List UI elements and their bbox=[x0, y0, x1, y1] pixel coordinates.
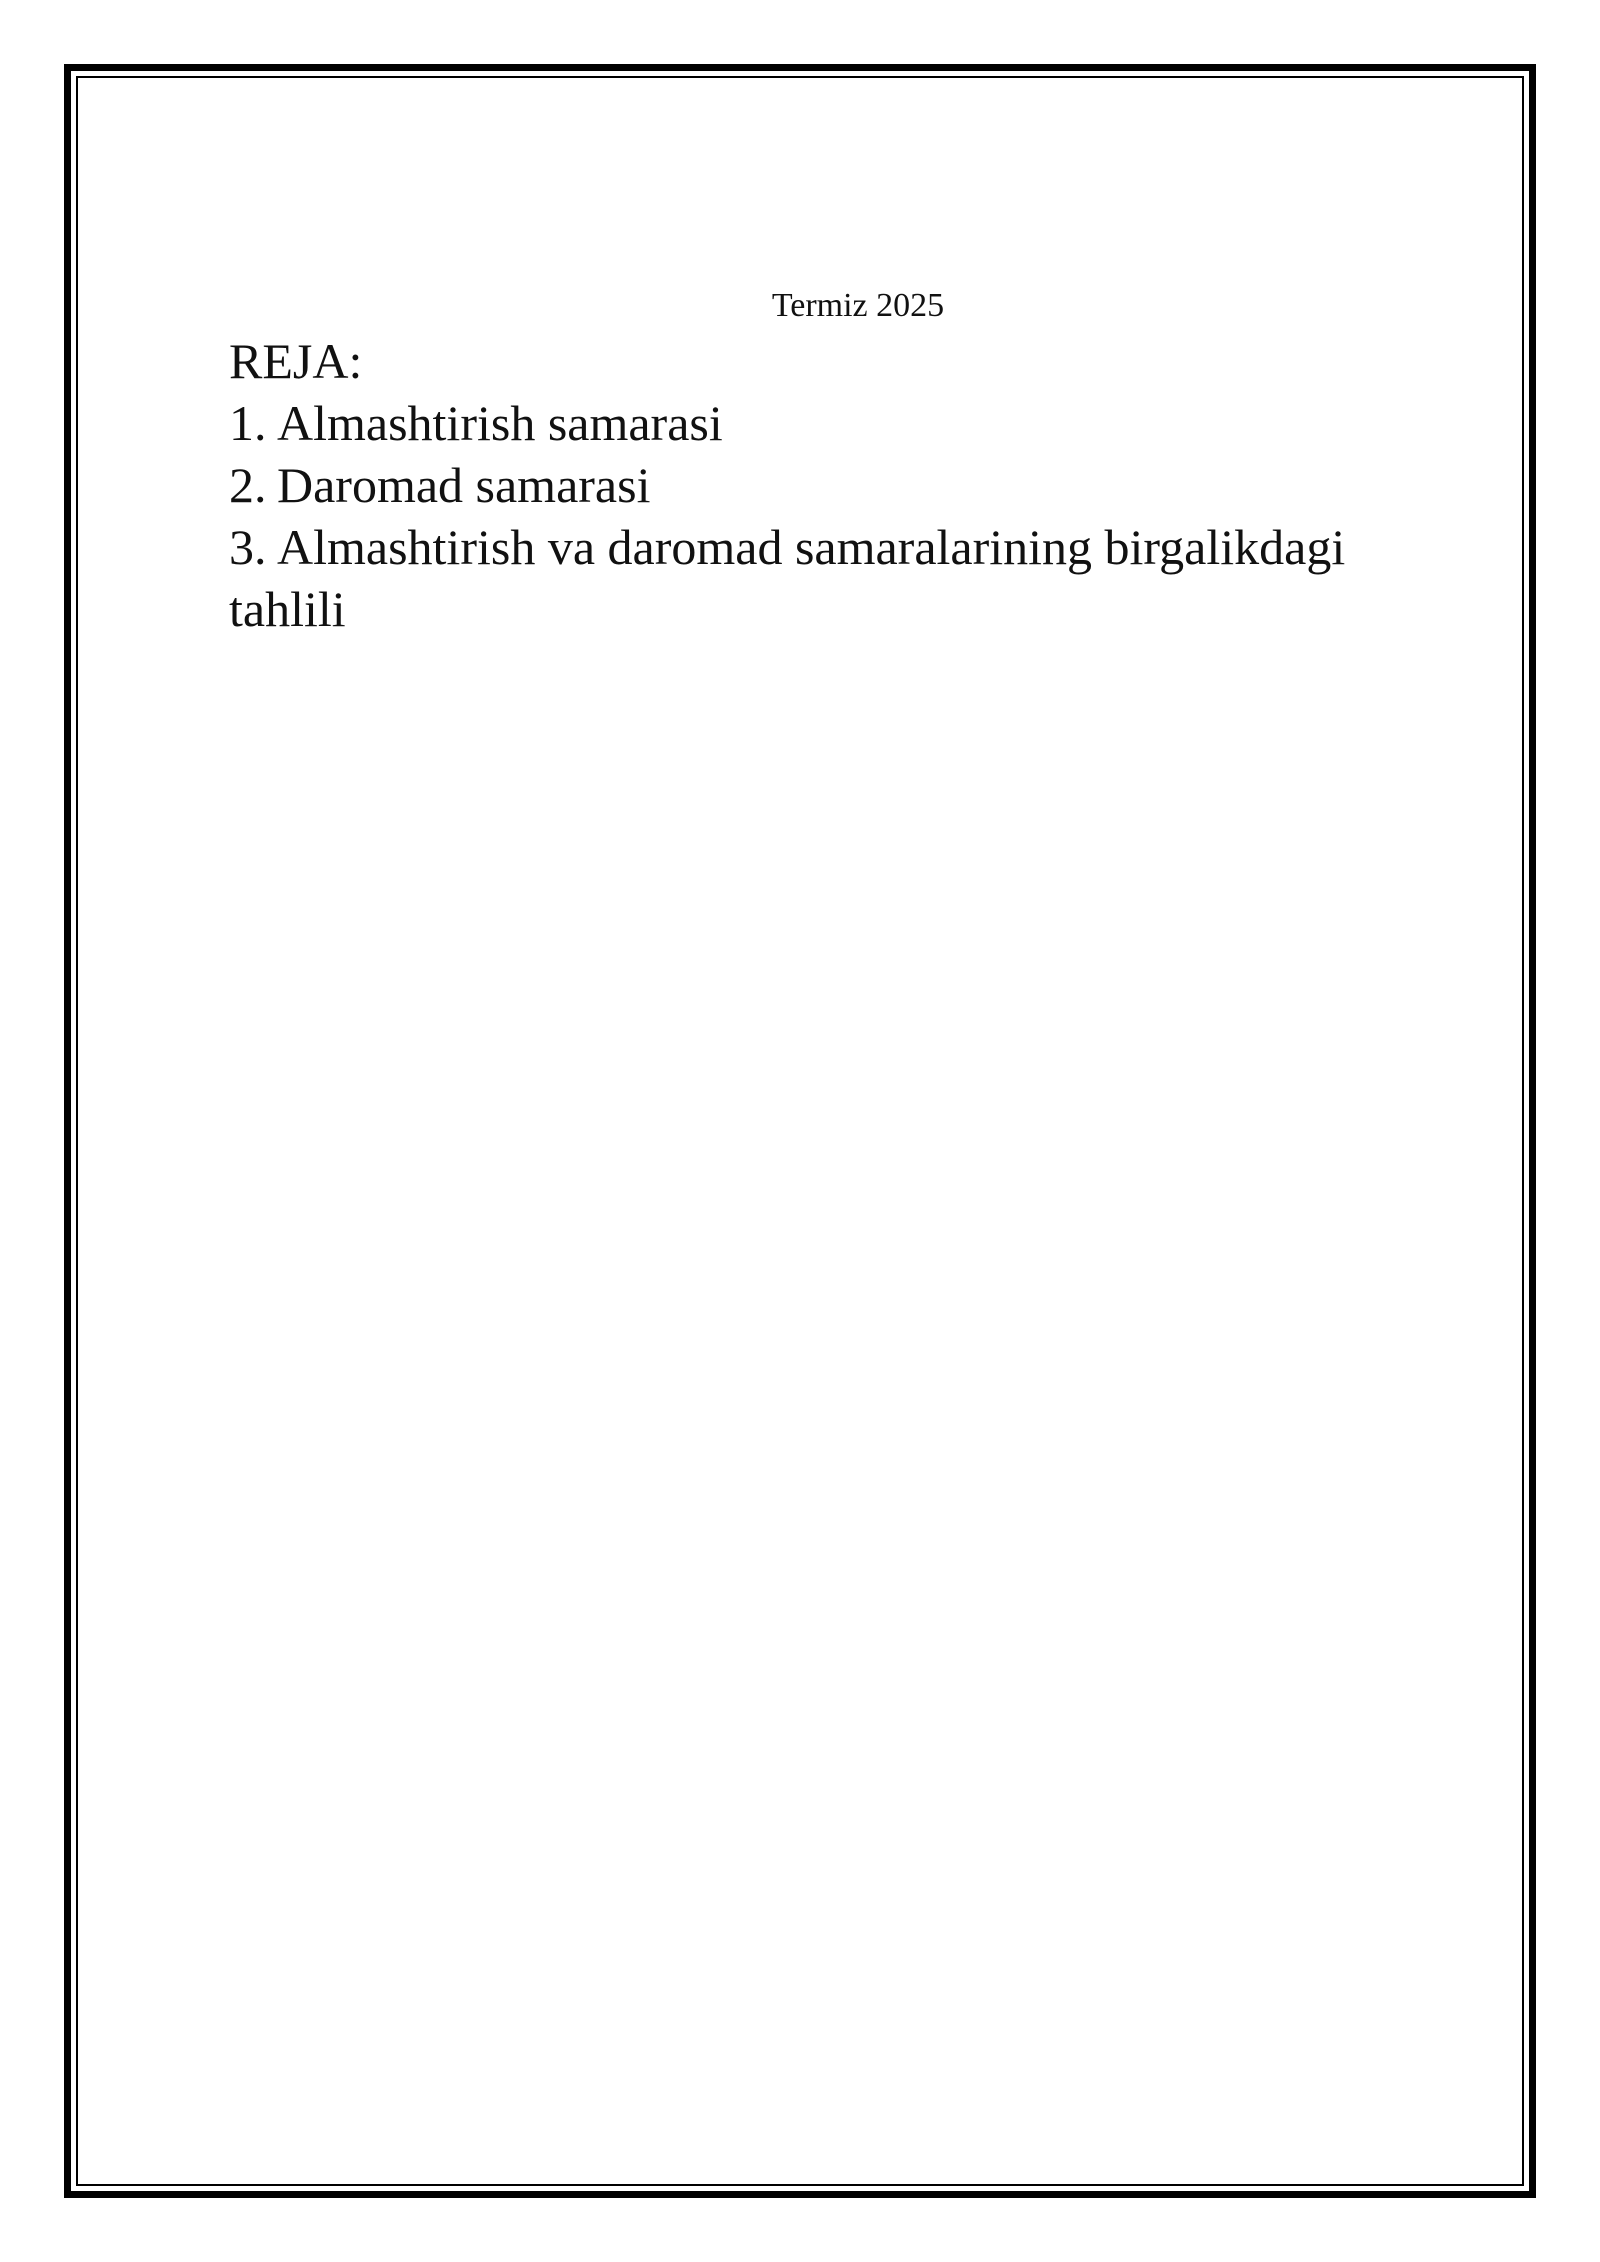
plan-list bbox=[229, 392, 1459, 640]
plan-item bbox=[229, 516, 1459, 640]
plan-item-number: 2. bbox=[229, 457, 267, 513]
plan-item-text: Almashtirish samarasi bbox=[277, 395, 723, 451]
plan-item-number: 1. bbox=[229, 395, 267, 451]
plan-title: REJA: bbox=[229, 333, 363, 389]
plan-item-text: Almashtirish va daromad samaralarining birgalikdagi tahlili bbox=[229, 519, 1346, 637]
city-year: Termiz 2025 bbox=[771, 287, 945, 324]
plan-section bbox=[229, 330, 1459, 640]
plan-item bbox=[229, 392, 1459, 454]
plan-item-number: 3. bbox=[229, 519, 267, 575]
plan-item-text: Daromad samarasi bbox=[277, 457, 651, 513]
plan-item bbox=[229, 454, 1459, 516]
